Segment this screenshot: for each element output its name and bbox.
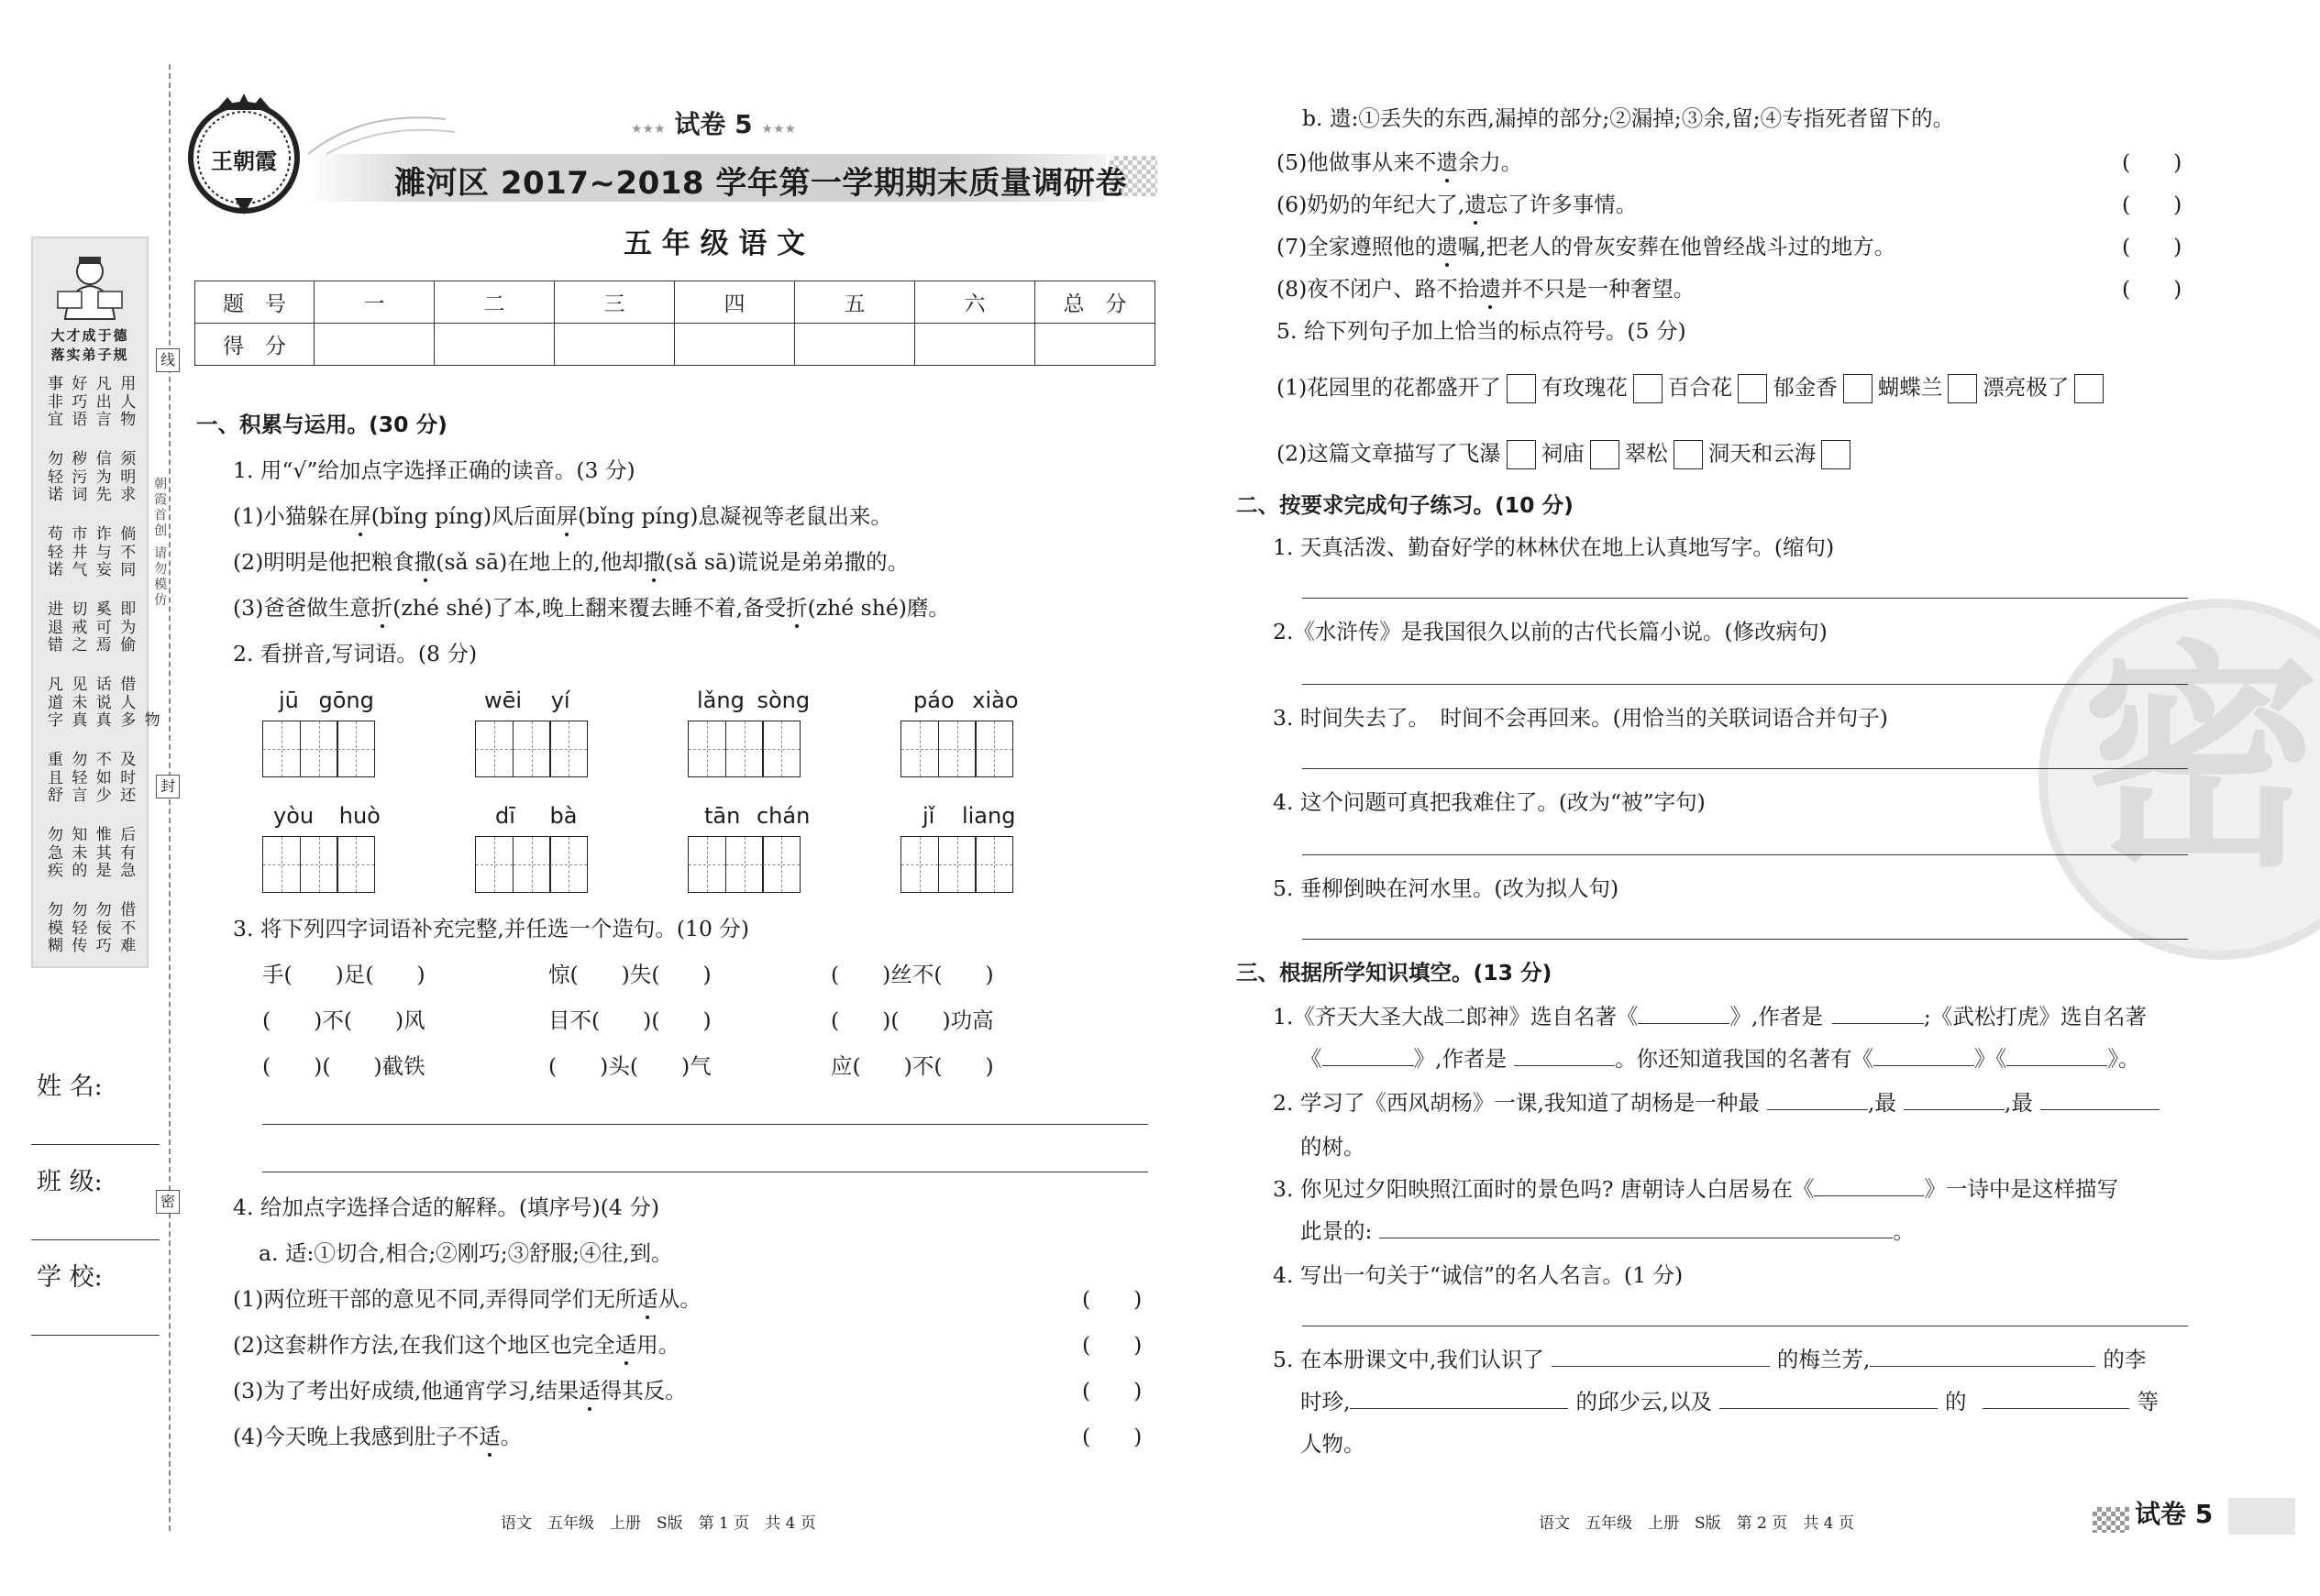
idiom-blank[interactable]: 惊( )失( )	[548, 962, 712, 987]
score-input[interactable]	[315, 324, 435, 366]
sentence-task: 5. 垂柳倒映在河水里。(改为拟人句)	[1273, 875, 1619, 901]
blank[interactable]	[2040, 1109, 2160, 1110]
text: 此景的:	[1300, 1218, 1373, 1244]
text: (3)爸爸做生意	[233, 595, 371, 621]
idiom-blank[interactable]: ( )( )截铁	[262, 1053, 425, 1079]
punctuation-box[interactable]	[1821, 440, 1850, 469]
page-footer-right: 语文 五年级 上册 S版 第 2 页 共 4 页	[1539, 1514, 1854, 1533]
dotted-char: 屏	[556, 503, 579, 529]
text: (8)夜不闭户、路不拾	[1276, 276, 1480, 302]
blank[interactable]	[1832, 1023, 1924, 1024]
answer-paren[interactable]: ( )	[2122, 192, 2182, 217]
idiom-blank[interactable]: 目不( )( )	[548, 1007, 712, 1033]
text: 郁金香	[1773, 374, 1838, 401]
sidebar-verse: 勿 秽 信 须 轻 污 为 明 诺 词 先 求	[48, 450, 138, 505]
exam-subtitle: 五 年 级 语 文	[624, 227, 806, 260]
writing-grid[interactable]	[262, 836, 374, 893]
side-note: 朝霞首创 请勿模仿	[152, 477, 168, 609]
score-input[interactable]	[435, 324, 555, 366]
text: 2. 学习了《西风胡杨》一课,我知道了胡杨是一种最	[1273, 1090, 1760, 1116]
definition-b: b. 遗:①丢失的东西,漏掉的部分;②漏掉;③余,留;④专指死者留下的。	[1302, 105, 1955, 131]
pinyin-label: lǎng sòng	[697, 688, 811, 713]
score-cell: 三	[555, 281, 675, 324]
sidebar-verse: 勿 知 惟 后 急 未 其 有 疾 的 是 急	[48, 826, 138, 881]
blank[interactable]	[1552, 1366, 1770, 1367]
punctuation-box[interactable]	[2074, 374, 2104, 403]
text: 1.《齐天大圣大战二郎神》选自名著《	[1273, 1004, 1639, 1029]
name-field[interactable]	[31, 1144, 160, 1145]
answer-paren[interactable]: ( )	[1082, 1378, 1143, 1403]
text: 祠庙	[1541, 440, 1585, 467]
text: 等	[2137, 1389, 2159, 1414]
dotted-char: 撒	[643, 549, 666, 575]
score-cell: 四	[675, 281, 795, 324]
writing-grid[interactable]	[475, 721, 587, 777]
pinyin-label: jū gōng	[279, 688, 374, 713]
writing-grid[interactable]	[688, 836, 800, 893]
text: 。	[500, 1424, 523, 1449]
dotted-char: 遗	[1479, 276, 1501, 302]
score-cell: 一	[315, 281, 435, 324]
fill-4: 4. 写出一句关于“诚信”的名人名言。(1 分)	[1273, 1262, 1684, 1288]
sentence-task: 1. 天真活泼、勤奋好学的林林伏在地上认真地写字。(缩句)	[1273, 534, 1835, 560]
star-icon: ★★★	[631, 122, 666, 137]
fill-2-line-1	[1273, 1090, 2160, 1116]
punctuation-box[interactable]	[1674, 440, 1703, 469]
writing-grid[interactable]	[262, 721, 374, 777]
text: (sǎ sā)在地上的,他却	[436, 549, 644, 575]
blank[interactable]	[1904, 1109, 2005, 1110]
text: ;《武松打虎》选自名著	[1923, 1004, 2147, 1029]
score-row-values	[195, 324, 1155, 366]
text: 》一诗中是这样描写	[1924, 1176, 2118, 1202]
sidebar-verse: 凡 见 话 借 道 未 说 人 字 真 真 多 物	[48, 676, 162, 731]
score-cell: 五	[795, 281, 915, 324]
question-4-8	[1276, 276, 1696, 302]
score-input[interactable]	[555, 324, 675, 366]
question-2: 2. 看拼音,写词语。(8 分)	[233, 641, 478, 666]
text: 漂亮极了	[1983, 374, 2070, 401]
pinyin-label: yòu huò	[273, 803, 381, 829]
fill-1-line-2	[1300, 1046, 2140, 1072]
text: (bǐng píng)息凝视等老鼠出来。	[578, 503, 892, 529]
text: 蝴蝶兰	[1877, 374, 1943, 401]
writing-grid[interactable]	[688, 721, 800, 777]
exam-badge	[631, 109, 797, 139]
text: 得其反。	[600, 1378, 687, 1403]
sidebar-verse: 重 勿 不 及 且 轻 如 时 舒 言 少 还	[48, 751, 138, 806]
text: (bǐng píng)风后面	[370, 503, 557, 529]
score-cell: 总 分	[1035, 281, 1155, 324]
dotted-char: 遗	[1436, 149, 1458, 175]
text: 百合花	[1667, 374, 1733, 401]
question-4-4	[233, 1426, 522, 1448]
text: 从。	[657, 1286, 702, 1312]
text: 的	[1944, 1389, 1967, 1414]
idiom-blank[interactable]: 应( )不( )	[831, 1053, 994, 1079]
text: (zhé shé)了本,晚上翻来覆去睡不着,备受	[392, 595, 787, 621]
cut-mark-xian: 线	[156, 348, 180, 372]
punctuation-box[interactable]	[1590, 440, 1619, 469]
fill-2-line-2: 的树。	[1300, 1134, 1365, 1160]
question-4-3	[233, 1378, 687, 1403]
answer-line[interactable]	[1302, 854, 2188, 855]
text: 余力。	[1457, 149, 1523, 175]
text: (sǎ sā)谎说是弟弟撒的。	[665, 549, 910, 575]
question-4-5	[1276, 149, 1523, 175]
idiom-blank[interactable]: ( )不( )风	[262, 1007, 425, 1033]
text: 3. 你见过夕阳映照江面时的景色吗? 唐朝诗人白居易在《	[1273, 1176, 1815, 1202]
answer-paren[interactable]: ( )	[2122, 149, 2182, 175]
pinyin-label: tān chán	[704, 803, 811, 829]
fill-1-line-1	[1273, 1004, 2147, 1029]
badge-text: 试卷 5	[674, 109, 753, 139]
text: (3)为了考出好成绩,他通宵学习,结果	[233, 1378, 580, 1403]
question-4-1	[233, 1286, 702, 1312]
punctuation-box[interactable]	[1633, 374, 1663, 403]
score-table	[194, 281, 1155, 366]
text: (5)他做事从来不	[1276, 149, 1437, 175]
punctuation-1	[1276, 374, 2109, 403]
blank[interactable]	[1638, 1023, 1729, 1024]
answer-line[interactable]	[262, 1124, 1148, 1125]
blank[interactable]	[1514, 1065, 1615, 1066]
scholar-illustration	[52, 251, 127, 323]
text: ,最	[2004, 1090, 2033, 1116]
text: (2)明明是他把粮食	[233, 549, 414, 575]
question-5: 5. 给下列句子加上恰当的标点符号。(5 分)	[1276, 318, 1686, 344]
answer-paren[interactable]: ( )	[2122, 276, 2182, 302]
text: 5. 在本册课文中,我们认识了	[1273, 1347, 1544, 1372]
text: (2)这套耕作方法,在我们这个地区也完全	[233, 1332, 615, 1358]
answer-paren[interactable]: ( )	[1082, 1286, 1143, 1312]
text: 并不只是一种奢望。	[1500, 276, 1696, 302]
answer-line[interactable]	[1302, 598, 2188, 599]
exam-title: 濉河区 2017~2018 学年第一学期期末质量调研卷	[394, 165, 1127, 202]
dotted-char: 屏	[349, 503, 371, 529]
writing-grid[interactable]	[900, 836, 1012, 893]
blank[interactable]	[2006, 1065, 2107, 1066]
dotted-char: 遗	[1464, 192, 1486, 217]
blank[interactable]	[1350, 1408, 1568, 1409]
section-1-heading: 一、积累与运用。(30 分)	[196, 412, 447, 437]
blank[interactable]	[1322, 1065, 1414, 1066]
text: 》《	[1973, 1046, 2007, 1072]
answer-line[interactable]	[1302, 768, 2188, 769]
watermark-char: 密	[2082, 622, 2320, 899]
dotted-char: 折	[786, 595, 808, 621]
fill-5-line-1	[1273, 1349, 2146, 1371]
dotted-char: 撒	[414, 549, 436, 575]
fill-5-line-2	[1300, 1389, 2159, 1414]
blank[interactable]	[1983, 1408, 2129, 1409]
text: 忘了许多事情。	[1486, 192, 1638, 217]
writing-grid[interactable]	[900, 721, 1012, 777]
sidebar-verse: 苟 市 诈 倘 轻 井 与 不 诺 气 妄 同	[48, 525, 138, 580]
logo-text: 王朝霞	[211, 149, 277, 174]
blank[interactable]	[1873, 1065, 1974, 1066]
text: (2)这篇文章描写了飞瀑	[1276, 440, 1501, 467]
pinyin-label: dī bà	[495, 803, 578, 829]
text: 》,作者是	[1729, 1004, 1823, 1029]
star-icon: ★★★	[761, 122, 797, 137]
cut-mark-feng: 封	[156, 775, 180, 798]
idiom-blank[interactable]: ( )( )功高	[831, 1007, 994, 1033]
text: 嘱,把老人的骨灰安葬在他曾经战斗过的地方。	[1457, 234, 1896, 259]
question-4-6	[1276, 194, 1637, 216]
cut-mark-mi: 密	[156, 1190, 180, 1214]
punctuation-box[interactable]	[1948, 374, 1977, 403]
score-cell: 题 号	[195, 281, 315, 324]
sidebar-motto-top: 大才成于德	[50, 327, 129, 344]
text: 的李	[2103, 1347, 2147, 1372]
school-label: 学 校:	[37, 1263, 103, 1292]
dotted-char: 适	[479, 1424, 501, 1449]
class-field[interactable]	[31, 1239, 160, 1240]
text: (4)今天晚上我感到肚子不	[233, 1424, 480, 1449]
question-1-3	[233, 595, 950, 621]
pinyin-label: jǐ liang	[922, 803, 1016, 829]
school-field[interactable]	[31, 1335, 160, 1336]
section-2-heading: 二、按要求完成句子练习。(10 分)	[1236, 492, 1574, 518]
text: (zhé shé)磨。	[807, 595, 950, 621]
text: 《	[1300, 1046, 1322, 1072]
dotted-char: 折	[370, 595, 393, 621]
corner-bar	[2228, 1498, 2295, 1535]
question-4-7	[1276, 234, 1896, 259]
text: 洞天和云海	[1707, 440, 1817, 467]
sentence-task: 2.《水浒传》是我国很久以前的古代长篇小说。(修改病句)	[1273, 619, 1828, 644]
answer-paren[interactable]: ( )	[1082, 1424, 1143, 1449]
score-input[interactable]	[795, 324, 915, 366]
question-1: 1. 用“√”给加点字选择正确的读音。(3 分)	[233, 457, 635, 483]
text: 》。	[2107, 1046, 2140, 1072]
text: 有玫瑰花	[1541, 374, 1628, 401]
header-ribbon	[308, 101, 455, 156]
sentence-task: 3. 时间失去了。 时间不会再回来。(用恰当的关联词语合并句子)	[1273, 705, 1888, 731]
definition-a: a. 适:①切合,相合;②刚巧;③舒服;④往,到。	[259, 1240, 673, 1266]
text: (6)奶奶的年纪大了,	[1276, 192, 1465, 217]
corner-checker	[2093, 1507, 2129, 1533]
text: 的梅兰芳,	[1776, 1347, 1871, 1372]
answer-line[interactable]	[1302, 939, 2188, 940]
punctuation-box[interactable]	[1843, 374, 1873, 403]
text: (1)两位班干部的意见不同,弄得同学们无所	[233, 1286, 637, 1312]
text: 。	[1893, 1218, 1915, 1244]
fill-3-line-1	[1273, 1176, 2118, 1202]
text: ,最	[1867, 1090, 1896, 1116]
blank[interactable]	[1814, 1195, 1924, 1196]
score-row-headers	[195, 281, 1155, 324]
question-4: 4. 给加点字选择合适的解释。(填序号)(4 分)	[233, 1194, 659, 1220]
dotted-char: 适	[614, 1332, 637, 1358]
text: (1)花园里的花都盛开了	[1276, 374, 1501, 401]
punctuation-box[interactable]	[1738, 374, 1767, 403]
idiom-blank[interactable]: ( )头( )气	[548, 1053, 712, 1079]
text: (7)全家遵照他的	[1276, 234, 1437, 259]
page-footer-left: 语文 五年级 上册 S版 第 1 页 共 4 页	[501, 1514, 816, 1533]
fill-3-line-2	[1300, 1218, 1915, 1244]
blank[interactable]	[1767, 1109, 1868, 1110]
score-cell: 二	[435, 281, 555, 324]
sidebar-verse: 进 切 奚 即 退 戒 可 为 错 之 焉 偷	[48, 600, 138, 655]
score-cell: 六	[915, 281, 1035, 324]
fill-5-line-3: 人物。	[1300, 1431, 1365, 1457]
text: 的邱少云,以及	[1575, 1389, 1712, 1414]
answer-paren[interactable]: ( )	[1082, 1332, 1143, 1358]
text: 翠松	[1624, 440, 1668, 467]
sidebar-verse: 事 好 凡 用 非 巧 出 人 宜 语 言 物	[48, 375, 138, 430]
pinyin-label: wēi yí	[484, 688, 570, 713]
score-cell: 得 分	[195, 324, 315, 366]
sidebar-verse: 勿 勿 勿 借 模 轻 佞 不 糊 传 巧 难	[48, 901, 138, 956]
brand-logo	[180, 90, 308, 218]
punctuation-box[interactable]	[1507, 374, 1536, 403]
dotted-char: 适	[636, 1286, 658, 1312]
answer-paren[interactable]: ( )	[2122, 234, 2182, 259]
text: 用。	[636, 1332, 680, 1358]
question-1-1	[233, 503, 892, 529]
text: 》,作者是	[1413, 1046, 1507, 1072]
section-3-heading: 三、根据所学知识填空。(13 分)	[1236, 960, 1552, 985]
blank[interactable]	[1870, 1366, 2095, 1367]
idiom-blank[interactable]: 手( )足( )	[262, 962, 425, 987]
score-input[interactable]	[1035, 324, 1155, 366]
dotted-char: 适	[579, 1378, 601, 1403]
punctuation-box[interactable]	[1507, 440, 1536, 469]
corner-label: 试卷 5	[2135, 1499, 2214, 1529]
text: 。你还知道我国的名著有《	[1614, 1046, 1873, 1072]
class-label: 班 级:	[37, 1168, 103, 1196]
text: (1)小猫躲在	[233, 503, 350, 529]
question-4-2	[233, 1332, 680, 1358]
answer-line[interactable]	[1302, 684, 2188, 685]
blank[interactable]	[1719, 1408, 1938, 1409]
text: 时珍,	[1300, 1389, 1351, 1414]
sentence-task: 4. 这个问题可真把我难住了。(改为“被”字句)	[1273, 789, 1706, 815]
punctuation-2	[1276, 440, 1856, 469]
dotted-char: 遗	[1436, 234, 1458, 259]
score-input[interactable]	[675, 324, 795, 366]
score-input[interactable]	[915, 324, 1035, 366]
writing-grid[interactable]	[475, 836, 587, 893]
question-1-2	[233, 549, 910, 575]
sidebar-motto-bottom: 落实弟子规	[50, 347, 129, 364]
name-label: 姓 名:	[37, 1073, 103, 1101]
watermark-seal	[2027, 587, 2320, 972]
idiom-blank[interactable]: ( )丝不( )	[831, 962, 994, 987]
question-3: 3. 将下列四字词语补充完整,并任选一个造句。(10 分)	[233, 916, 750, 941]
pinyin-label: páo xiào	[913, 688, 1019, 713]
